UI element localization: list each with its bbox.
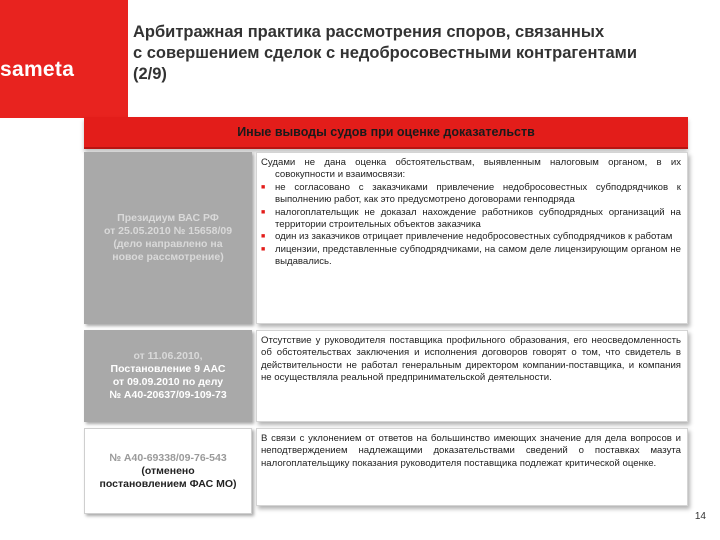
case-finding <box>256 330 688 422</box>
logo-block <box>0 0 128 118</box>
case-ref-line: Президиум ВАС РФ <box>117 212 219 224</box>
finding-bullet: ■ лицензии, представленные субподрядчиками, на самом деле лицензирующим органом не выдавались. <box>261 244 681 269</box>
logo-text: sameta <box>0 58 75 81</box>
case-ref-line: постановлением ФАС МО) <box>99 477 237 490</box>
case-finding <box>256 152 688 324</box>
case-ref-line: (дело направлено на <box>113 238 223 250</box>
page-number: 14 <box>694 511 706 522</box>
case-reference <box>84 428 252 514</box>
case-ref-line: от 11.06.2010, <box>133 350 203 362</box>
case-row <box>84 152 688 324</box>
case-ref-line: № А40-20637/09-109-73 <box>109 389 227 401</box>
case-row <box>84 428 688 514</box>
finding-list <box>261 182 681 269</box>
finding-bullet: ■ не согласовано с заказчиками привлечение недобросовестных субподрядчиков к выполнению работ, как это предусмотрено договорами генподряда <box>261 182 681 207</box>
finding-text: В связи с уклонением от ответов на большинство имеющих значение для дела вопросов и неподтверждением надлежащими доказательствами сведений о поставках мазута налогоплательщику показания руководителя поставщика подлежат критической оценке. <box>261 433 681 469</box>
case-ref-line: (отменено <box>141 464 195 477</box>
case-row <box>84 330 688 422</box>
case-ref-line: от 25.05.2010 № 15658/09 <box>103 225 233 237</box>
page-title <box>133 22 708 85</box>
case-ref-line: Постановление 9 ААС <box>110 363 226 375</box>
section-banner <box>84 117 688 149</box>
case-finding <box>256 428 688 506</box>
case-ref-line: новое рассмотрение) <box>112 251 224 263</box>
banner-title: Иные выводы судов при оценке доказательств <box>237 125 535 139</box>
finding-intro: Судами не дана оценка обстоятельствам, выявленным налоговым органом, в их совокупности и взаимосвязи: <box>261 157 681 181</box>
case-reference <box>84 330 252 422</box>
finding-text: Отсутствие у руководителя поставщика профильного образования, его неосведомленность об обстоятельствах заключения и исполнения договоров говорят о том, что свидетель в действительности не работал генеральным директором компании-поставщика, и компания не осуществляла реальной предпринимательской деятельности. <box>261 335 681 384</box>
case-ref-line: от 09.09.2010 по делу <box>112 376 224 388</box>
case-ref-line: № А40-69338/09-76-543 <box>109 451 227 464</box>
finding-bullet: ■ налогоплательщик не доказал нахождение работников субподрядных организаций на территории строительных объектов заказчика <box>261 207 681 232</box>
case-reference <box>84 152 252 324</box>
finding-bullet: ■ один из заказчиков отрицает привлечение недобросовестных субподрядчиков к работам <box>261 231 681 243</box>
title-line: с совершением сделок с недобросовестными контрагентами <box>133 44 638 62</box>
title-line: Арбитражная практика рассмотрения споров, связанных <box>133 23 605 41</box>
title-line: (2/9) <box>133 65 167 83</box>
